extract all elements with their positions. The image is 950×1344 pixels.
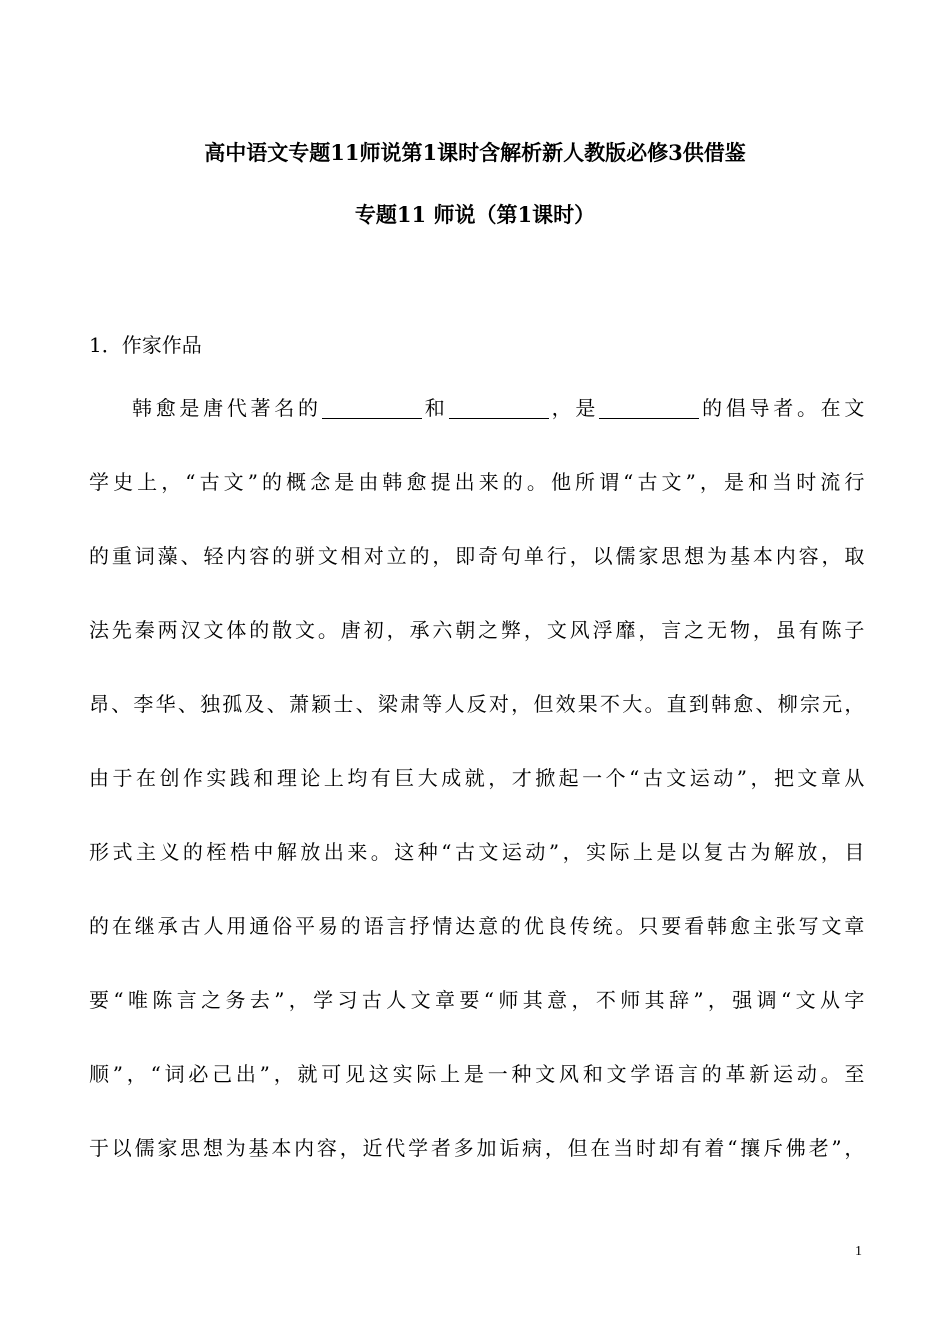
paragraph-line: 昂、李华、独孤及、萧颖士、梁肃等人反对，但效果不大。直到韩愈、柳宗元， bbox=[89, 692, 865, 716]
text-segment: ，是 bbox=[548, 396, 600, 420]
document-title: 高中语文专题11师说第1课时含解析新人教版必修3供借鉴 bbox=[204, 140, 746, 165]
paragraph-line: 于以儒家思想为基本内容，近代学者多加诟病，但在当时却有着“攘斥佛老”， bbox=[89, 1136, 865, 1160]
paragraph-line: 形式主义的桎梏中解放出来。这种“古文运动”，实际上是以复古为解放，目 bbox=[89, 840, 865, 864]
section-heading: 1．作家作品 bbox=[89, 333, 202, 357]
page-number: 1 bbox=[855, 1244, 862, 1259]
paragraph-line: 的重词藻、轻内容的骈文相对立的，即奇句单行，以儒家思想为基本内容，取 bbox=[89, 544, 865, 568]
fill-in-blank-1 bbox=[322, 398, 422, 419]
fill-in-blank-3 bbox=[599, 398, 699, 419]
text-segment: 和 bbox=[421, 396, 449, 420]
document-subtitle: 专题11 师说（第1课时） bbox=[354, 202, 596, 227]
paragraph-line: 要“唯陈言之务去”，学习古人文章要“师其意，不师其辞”，强调“文从字 bbox=[89, 988, 865, 1012]
paragraph-first-line bbox=[132, 395, 865, 421]
paragraph-line: 法先秦两汉文体的散文。唐初，承六朝之弊，文风浮靡，言之无物，虽有陈子 bbox=[89, 618, 865, 642]
text-segment: 韩愈是唐代著名的 bbox=[132, 396, 322, 420]
paragraph-line: 由于在创作实践和理论上均有巨大成就，才掀起一个“古文运动”，把文章从 bbox=[89, 766, 865, 790]
text-segment: 的倡导者。在文 bbox=[699, 396, 865, 420]
paragraph-line: 顺”，“词必己出”，就可见这实际上是一种文风和文学语言的革新运动。至 bbox=[89, 1062, 865, 1086]
fill-in-blank-2 bbox=[449, 398, 549, 419]
paragraph-line: 学史上，“古文”的概念是由韩愈提出来的。他所谓“古文”，是和当时流行 bbox=[89, 470, 865, 494]
paragraph-line: 的在继承古人用通俗平易的语言抒情达意的优良传统。只要看韩愈主张写文章 bbox=[89, 914, 865, 938]
